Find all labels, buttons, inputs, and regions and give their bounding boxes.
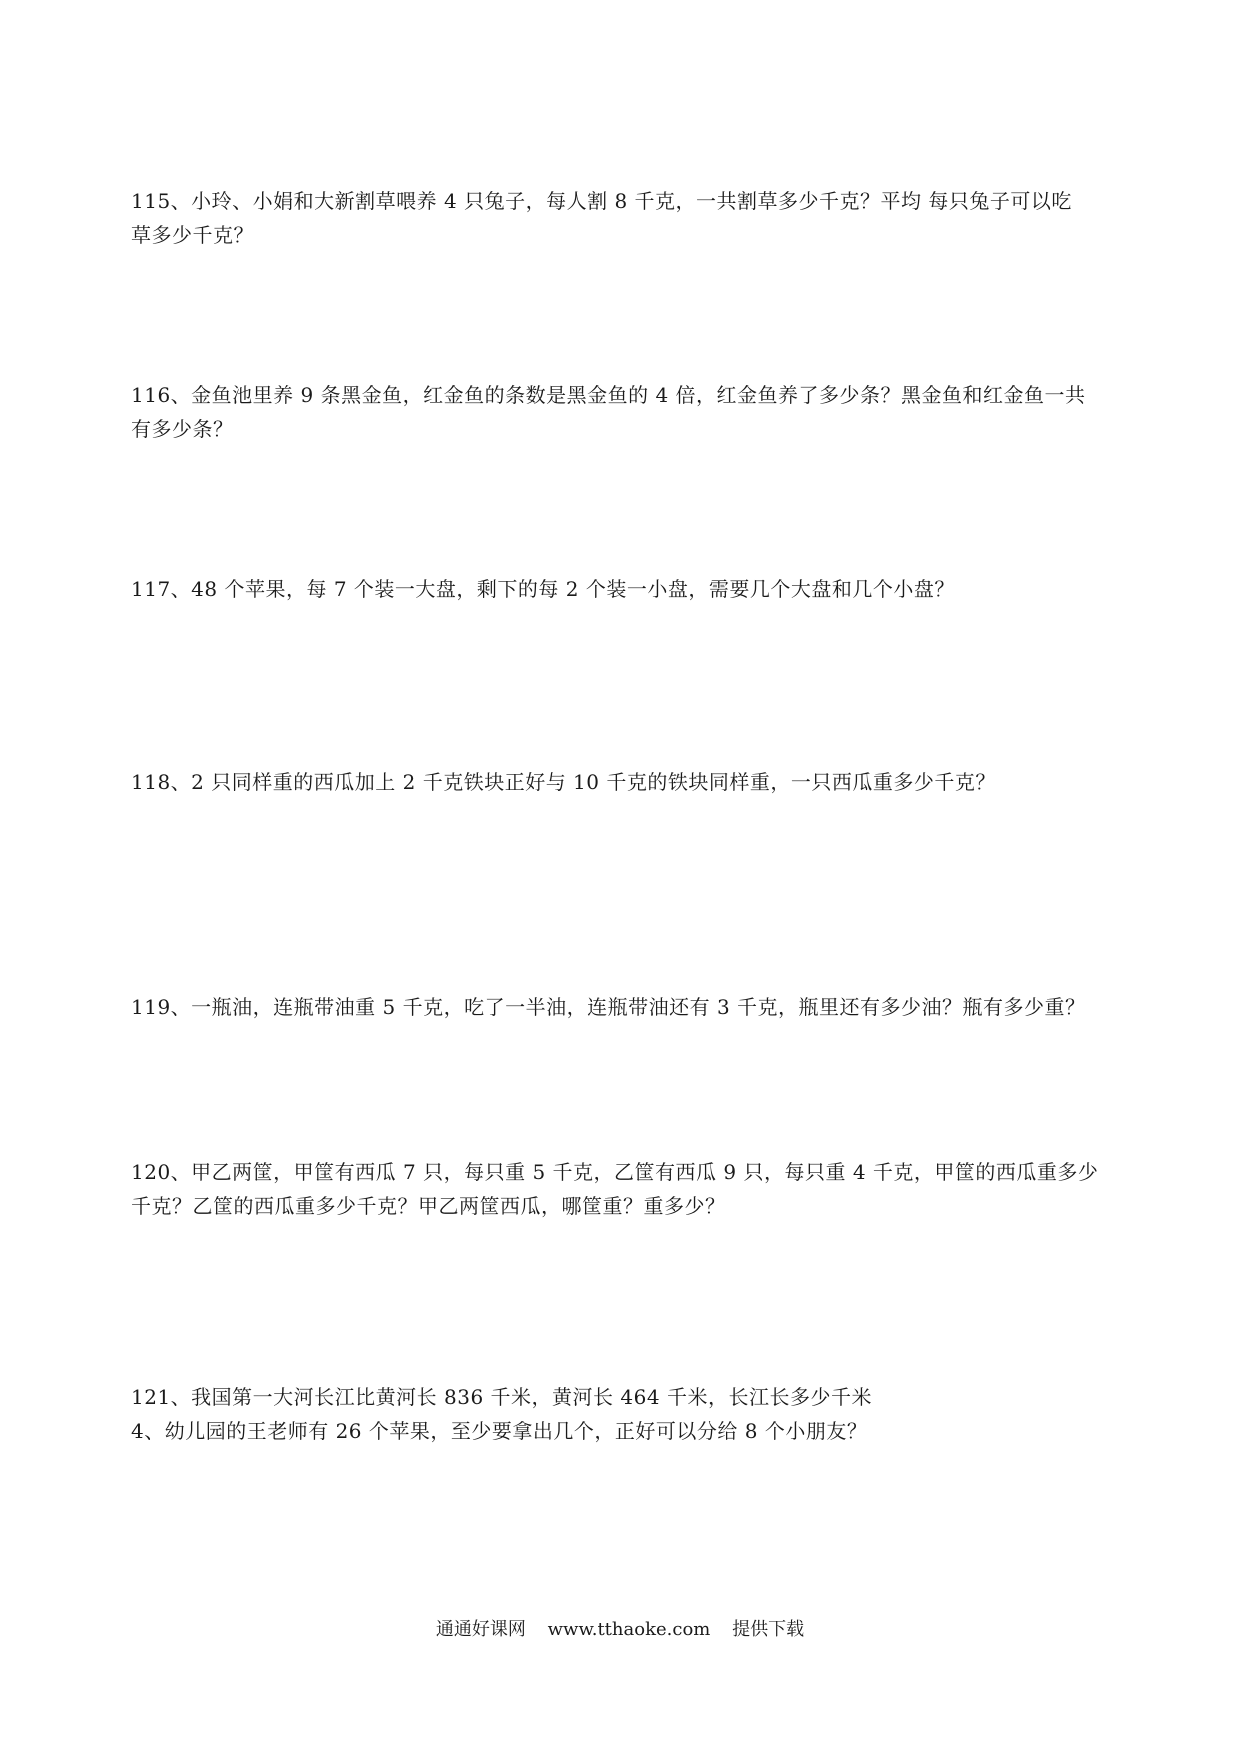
problem-line: 117、48 个苹果，每 7 个装一大盘，剩下的每 2 个装一小盘，需要几个大盘和几个小盘？ [131, 577, 955, 601]
page-footer [0, 1617, 1240, 1643]
footer-url: www.tthaoke.com [547, 1619, 711, 1640]
footer-site-name: 通通好课网 [435, 1619, 526, 1640]
problem-118 [131, 765, 1131, 799]
problem-119 [131, 990, 1131, 1024]
problem-line: 116、金鱼池里养 9 条黑金鱼，红金鱼的条数是黑金鱼的 4 倍，红金鱼养了多少条？黑金鱼和红金鱼一共 [131, 383, 1086, 407]
problem-line: 有多少条？ [131, 417, 234, 441]
problem-line: 121、我国第一大河长江比黄河长 836 千米，黄河长 464 千米，长江长多少千米 [131, 1385, 872, 1409]
problem-line: 118、2 只同样重的西瓜加上 2 千克铁块正好与 10 千克的铁块同样重，一只西瓜重多少千克？ [131, 770, 996, 794]
problem-line: 千克？乙筐的西瓜重多少千克？甲乙两筐西瓜，哪筐重？重多少？ [131, 1194, 726, 1218]
problem-line: 120、甲乙两筐，甲筐有西瓜 7 只，每只重 5 千克，乙筐有西瓜 9 只，每只重 4 千克，甲筐的西瓜重多少 [131, 1160, 1099, 1184]
problem-line: 4、幼儿园的王老师有 26 个苹果，至少要拿出几个，正好可以分给 8 个小朋友？ [131, 1419, 868, 1443]
problem-line: 115、小玲、小娟和大新割草喂养 4 只兔子，每人割 8 千克，一共割草多少千克？平均 每只兔子可以吃 [131, 189, 1072, 213]
problem-line: 草多少千克？ [131, 223, 254, 247]
problem-120 [131, 1155, 1131, 1223]
footer-suffix: 提供下载 [732, 1619, 805, 1640]
problem-117 [131, 572, 1131, 606]
problem-line: 119、一瓶油，连瓶带油重 5 千克，吃了一半油，连瓶带油还有 3 千克，瓶里还有多少油？瓶有多少重？ [131, 995, 1086, 1019]
problem-115 [131, 184, 1131, 252]
problem-116 [131, 378, 1131, 446]
problem-121 [131, 1380, 1131, 1448]
